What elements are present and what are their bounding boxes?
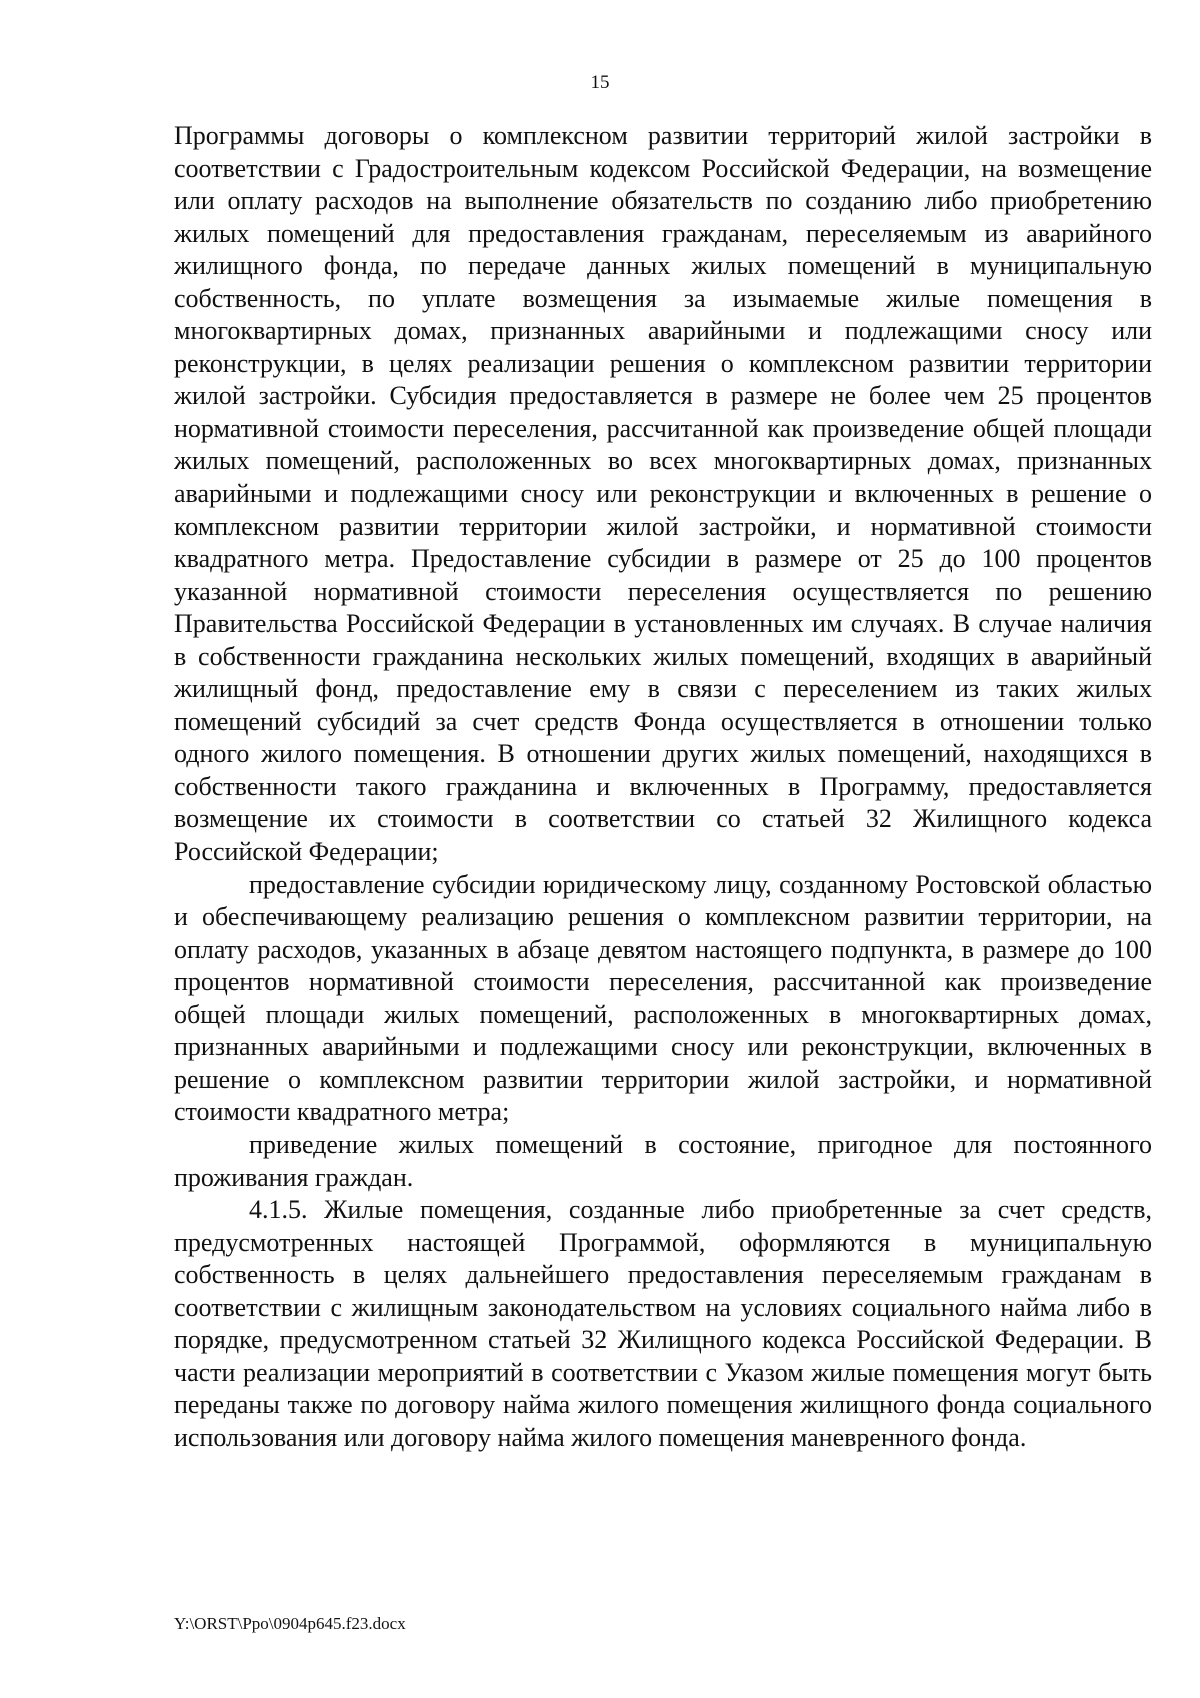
paragraph-legal-entity-subsidy: предоставление субсидии юридическому лицу, созданному Ростовской областью и обеспечивающему реализацию решения о комплексном развитии территории, на оплату расходов, указанных в абзаце девятом настоящего подпункта, в размере до 100 процентов нормативной стоимости переселения, рассчитанной как произведение общей площади жилых помещений, расположенных в многоквартирных домах, признанных аварийными и подлежащими сносу или реконструкции, включенных в решение о комплексном развитии территории жилой застройки, и нормативной стоимости квадратного метра; — [174, 869, 1152, 1127]
page-number: 15 — [590, 72, 610, 93]
paragraph-housing-repair: приведение жилых помещений в состояние, пригодное для постоянного проживания граждан. — [174, 1129, 1152, 1192]
footer-file-path: Y:\ORST\Ppo\0904p645.f23.docx — [174, 1614, 406, 1633]
paragraph-subsidy-programs: Программы договоры о комплексном развитии территорий жилой застройки в соответствии с Градостроительным кодексом Российской Федерации, на возмещение или оплату расходов на выполнение обязательств по созданию либо приобретению жилых помещений для предоставления гражданам, переселяемым из аварийного жилищного фонда, по передаче данных жилых помещений в муниципальную собственность, по уплате возмещения за изымаемые жилые помещения в многоквартирных домах, признанных аварийными и подлежащими сносу или реконструкции, в целях реализации решения о комплексном развитии территории жилой застройки. Субсидия предоставляется в размере не более чем 25 процентов нормативной стоимости переселения, рассчитанной как произведение общей площади жилых помещений, расположенных во всех многоквартирных домах, признанных аварийными и подлежащими сносу или реконструкции и включенных в решение о комплексном развитии территории жилой застройки, и нормативной стоимости квадратного метра. Предоставление субсидии в размере от 25 до 100 процентов указанной нормативной стоимости переселения осуществляется по решению Правительства Российской Федерации в установленных им случаях. В случае наличия в собственности гражданина нескольких жилых помещений, входящих в аварийный жилищный фонд, предоставление ему в связи с переселением из таких жилых помещений субсидий за счет средств Фонда осуществляется в отношении только одного жилого помещения. В отношении других жилых помещений, находящихся в собственности такого гражданина и включенных в Программу, предоставляется возмещение их стоимости в соответствии со статьей 32 Жилищного кодекса Российской Федерации; — [174, 121, 1152, 867]
document-body — [174, 120, 1152, 1454]
paragraph-section-4-1-5: 4.1.5. Жилые помещения, созданные либо приобретенные за счет средств, предусмотренных настоящей Программой, оформляются в муниципальную собственность в целях дальнейшего предоставления переселяемым гражданам в соответствии с жилищным законодательством на условиях социального найма либо в порядке, предусмотренном статьей 32 Жилищного кодекса Российской Федерации. В части реализации мероприятий в соответствии с Указом жилые помещения могут быть переданы также по договору найма жилого помещения жилищного фонда социального использования или договору найма жилого помещения маневренного фонда. — [174, 1195, 1152, 1452]
